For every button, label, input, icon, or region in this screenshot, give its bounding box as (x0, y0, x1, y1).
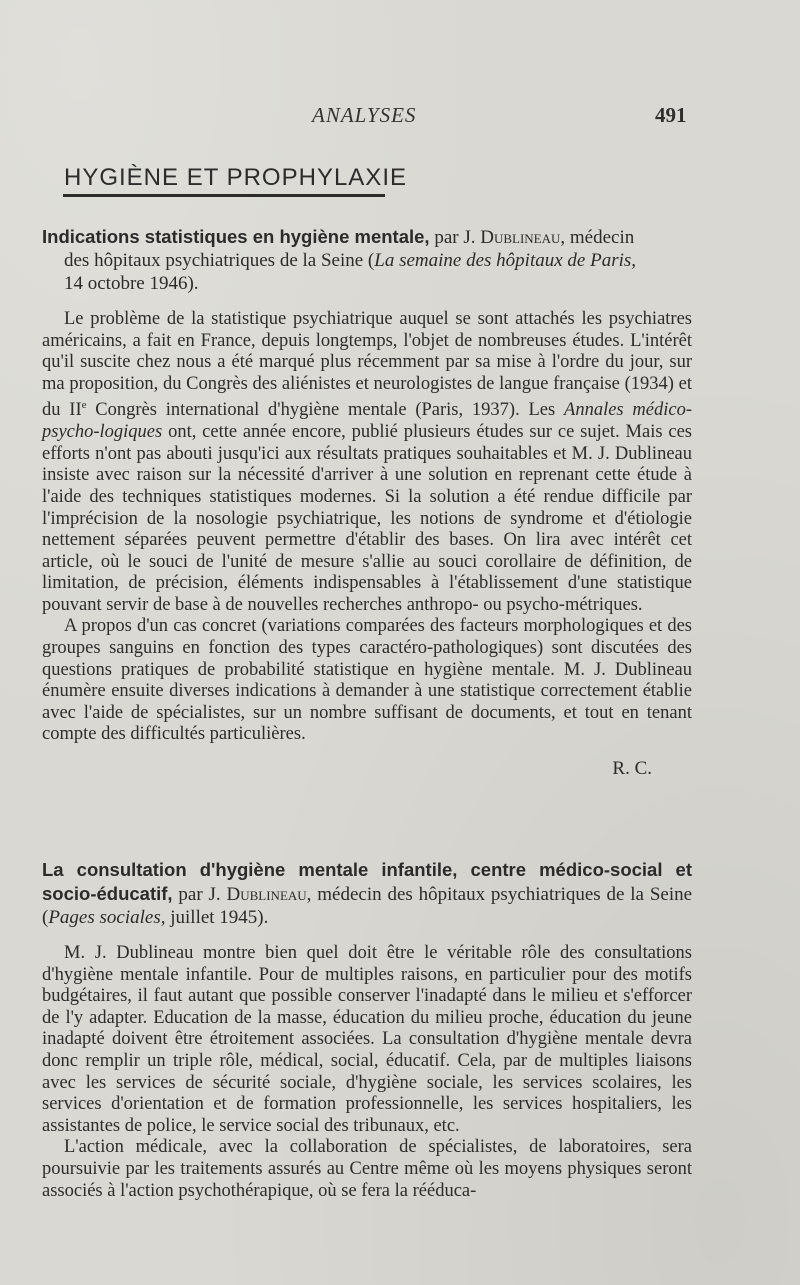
running-head: ANALYSES (312, 103, 417, 127)
entry-2-by: par J. (178, 884, 221, 905)
entry-2-heading (42, 858, 692, 929)
entry-1-p1-journal: Annales médico-psycho-logiques (42, 400, 692, 443)
entry-1-body (42, 309, 692, 780)
entry-1 (42, 225, 692, 780)
entry-1-p1-superscript: e (81, 399, 87, 412)
entry-1-date: 14 octobre 1946). (64, 273, 199, 294)
entry-1-p1-text-c: ont, cette année encore, publié plusieurs études sur ce sujet. Mais ces efforts n'ont pas abouti jusqu'ici aux résultats pratiques souhaitables et M. J. Dublineau insiste avec raison sur la nécessité d'arriver à une solution en reprenant cette étude à l'aide des techniques statistiques modernes. Si la solution a été rendue difficile par l'imprécision de la nosologie psychiatrique, les notions de syndrome et d'étiologie nettement séparées peuvent permettre d'établir des bases. On lira avec intérêt cet article, où le souci de l'unité de mesure s'allie au souci corollaire de définition, de limitation, de précision, éléments indispensables à l'établissement d'une statistique pouvant servir de base à de nouvelles recherches anthropo- ou psycho-métriques. (42, 422, 692, 615)
entry-1-paragraph-1 (42, 309, 692, 616)
entry-1-p1-text-a: Le problème de la statistique psychiatrique auquel se sont attachés les psychiatres américains, a fait en France, depuis longtemps, l'objet de nombreuses études. L'intérêt qu'il suscite chez nous a été marqué plus récemment par sa mise à l'ordre du jour, sur ma proposition, du Congrès des aliénistes et neurologistes de langue française (1934) et du II (42, 309, 692, 421)
entry-2 (42, 858, 692, 1202)
entry-1-initials: R. C. (612, 758, 652, 780)
entry-2-source: Pages sociales, (48, 907, 166, 928)
entry-1-heading-continuation (42, 249, 692, 295)
entry-1-source: La semaine des hôpitaux de Paris, (374, 250, 637, 271)
entry-2-paragraph-2: L'action médicale, avec la collaboration de spécialistes, de laboratoires, sera poursuivie par les traitements assurés au Centre même où les moyens physiques seront associés à l'action psychothérapique, où se fera la rééduca- (42, 1137, 692, 1201)
section-title-underline (63, 194, 385, 197)
entry-1-author-role-1: médecin (569, 227, 635, 248)
entry-2-paragraph-1: M. J. Dublineau montre bien quel doit être le véritable rôle des consultations d'hygiène mentale infantile. Pour de multiples raisons, en particulier pour des motifs budgétaires, il faut autant que possible conserver l'inadapté dans le milieu et s'efforcer de l'y adapter. Education de la masse, éducation du milieu proche, éducation du jeune inadapté doivent être étroitement associées. La consultation d'hygiène mentale devra donc remplir un triple rôle, médical, social, éducatif. Cela, par de multiples liaisons avec les services de sécurité sociale, d'hygiène sociale, les services scolaires, les services d'orientation et de formation professionnelle, les services hospitaliers, les assistantes de police, le service social des tribunaux, etc. (42, 943, 692, 1136)
entry-2-author: Dublineau, (226, 884, 312, 905)
entry-1-author-role-2: des hôpitaux psychiatriques de la Seine ( (64, 250, 375, 271)
page-number: 491 (655, 103, 687, 127)
entry-2-date: juillet 1945). (170, 907, 269, 928)
section-title: HYGIÈNE ET PROPHYLAXIE (64, 164, 407, 191)
entry-2-body (42, 943, 692, 1202)
entry-1-author: Dublineau, (480, 227, 566, 248)
entry-1-paragraph-2: A propos d'un cas concret (variations comparées des facteurs morphologiques et des groupes sanguins en fonction des types caractéro-pathologiques) sont discutées des questions pratiques de probabilité statistique en hygiène mentale. M. J. Dublineau énumère ensuite diverses indications à demander à une statistique correctement établie avec l'aide de spécialistes, sur un nombre suffisant de documents, et tout en tenant compte des difficultés particulières. (42, 616, 692, 745)
entry-2-author-role: médecin des hôpitaux psychiatriques de la Seine ( (42, 884, 693, 928)
entry-1-by: par J. (434, 227, 476, 248)
entry-1-heading (42, 225, 692, 295)
entry-2-title: La consultation d'hygiène mentale infantile, centre médico-social et socio-éducatif, (42, 859, 692, 904)
entry-1-title: Indications statistiques en hygiène mentale, (42, 226, 430, 247)
entry-1-p1-text-b: Congrès international d'hygiène mentale (Paris, 1937). Les (86, 400, 565, 421)
